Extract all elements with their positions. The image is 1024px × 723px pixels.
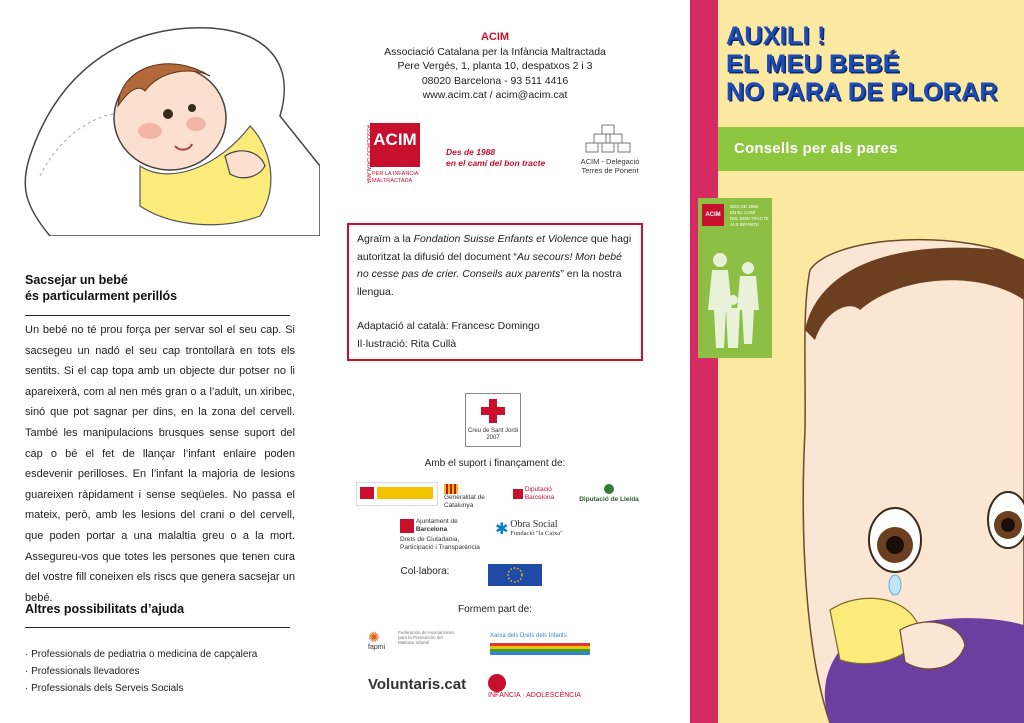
stars-ring-icon xyxy=(488,564,542,586)
divider xyxy=(25,315,290,316)
collabora-label: Col·labora: xyxy=(400,566,450,577)
acim-logo xyxy=(358,123,420,185)
generalitat-logo xyxy=(444,484,504,510)
diputacio-bcn-line-1: Diputació xyxy=(524,486,552,493)
delegacio-line-1: ACIM - Delegació xyxy=(580,157,640,166)
middle-panel xyxy=(340,0,690,723)
ajuntament-line-2: Barcelona xyxy=(415,526,448,533)
org-address: Pere Vergés, 1, planta 10, despatxos 2 i 3 xyxy=(397,60,593,72)
section-title-line-2: és particularment perillós xyxy=(25,289,178,303)
fapmi-desc: Federación de Asociaciones para la Prevención del Maltrato Infantil xyxy=(398,630,455,645)
adaptation-credit: Adaptació al català: Francesc Domingo xyxy=(357,320,540,332)
cover-subtitle: Consells per als pares xyxy=(734,140,898,157)
ajuntament-barcelona-logo xyxy=(400,518,480,552)
obra-social-logo xyxy=(495,521,595,538)
org-web-email[interactable]: www.acim.cat / acim@acim.cat xyxy=(422,89,568,101)
blocks-icon xyxy=(584,123,636,155)
illustration-credit: Il·lustració: Rita Cullà xyxy=(357,337,457,350)
diputacio-bcn-line-2: Barcelona xyxy=(524,494,555,501)
slogan-line-1: Des de 1988 xyxy=(446,147,496,157)
creu-sant-jordi-badge xyxy=(465,393,521,447)
card-text-4: ALS INFANTS xyxy=(730,222,759,227)
section-title-help: Altres possibilitats d’ajuda xyxy=(25,602,185,616)
cover-title-line-2: EL MEU BEBÉ xyxy=(726,50,900,78)
voluntaris-logo: Voluntaris.cat xyxy=(368,676,467,693)
gobierno-logo xyxy=(356,482,438,506)
cover-title-line-3: NO PARA DE PLORAR xyxy=(726,78,998,106)
delegacio-logo xyxy=(568,123,652,175)
xarxa-label: Xarxa dels Drets dels Infants xyxy=(490,633,567,639)
ack-foundation: Fondation Suisse Enfants et Violence xyxy=(413,233,588,245)
list-item: · Professionals de pediatria o medicina de capçalera xyxy=(25,649,258,660)
org-name: ACIM xyxy=(480,31,510,43)
diputacio-lleida-label: Diputació de Lleida xyxy=(579,496,639,503)
org-full-name: Associació Catalana per la Infància Maltractada xyxy=(384,45,606,58)
divider xyxy=(25,627,290,628)
taula-label: INFÀNCIA · ADOLESCÈNCIA xyxy=(488,692,581,699)
list-item: · Professionals llevadores xyxy=(25,666,140,677)
ack-pre: Agraïm a la xyxy=(357,233,414,245)
baby-illustration xyxy=(20,6,320,236)
obra-social-line-1: Obra Social xyxy=(510,519,558,530)
drets-line-1: Drets de Ciutadania, xyxy=(400,536,460,543)
fapmi-logo xyxy=(368,629,455,652)
organization-contact xyxy=(340,30,650,103)
shaking-paragraph: Un bebé no té prou força per servar sol el seu cap. Si sacsegeu un nadó el seu cap trontollarà en tots els sentits. Si el cap topa amb un objecte dur potser no li apareixerà, com al nen més gran o a l’adult, un xiribec, sinó que pot sagnar per dins, en la zona del cervell. També les manipulacions brusques sense suport del cap o bé el fet de llançar l’infant enlaire poden esdevenir perilloses. En l’infant la majoria de lesions guareixen ràpidament i sense seqüeles. No passa el mateix, però, amb les lesions del crani o del cervell, que poden portar a una malaltia greu o a la mort. Assegureu-vos que totes les persones que tenen cura del vostre fill coneixen els riscs que genera sacsejar un bebé. xyxy=(25,324,295,604)
acim-logo-bottom-2: MALTRACTADA xyxy=(372,178,413,184)
red-cross-icon xyxy=(479,397,507,425)
cover-title-line-1: AUXILI ! xyxy=(726,22,826,50)
star-icon: ✱ xyxy=(495,520,509,538)
acknowledgement-box xyxy=(347,223,643,361)
acim-logo-text: ACIM xyxy=(373,130,417,149)
help-list xyxy=(25,646,315,697)
card-text-1: DES DE 1988 xyxy=(730,204,759,209)
ack-post: ” en la nostra llengua. xyxy=(357,268,622,298)
drets-line-2: Participació i Transparència xyxy=(400,544,480,551)
list-item: · Professionals dels Serveis Socials xyxy=(25,683,184,694)
support-label: Amb el suport i finançament de: xyxy=(424,458,566,469)
xarxa-drets-logo xyxy=(490,632,590,655)
ack-document-title: Au secours! Mon bebé no cesse pas de crier. Conseils aux parents xyxy=(357,250,622,280)
council-europe-logo xyxy=(488,564,542,586)
creu-year: 2007 xyxy=(486,435,500,441)
diputacio-lleida-logo xyxy=(568,484,650,504)
figure-icon: ✺ xyxy=(368,629,380,645)
logo-row xyxy=(358,123,658,189)
acknowledgement-text xyxy=(357,231,633,301)
generalitat-label: Generalitat de Catalunya xyxy=(444,494,485,509)
card-text-2: EN EL CAMÍ xyxy=(730,210,756,215)
acim-logo-side-text: ASSOCIACIÓ CATALANA xyxy=(365,125,371,184)
creu-label: Creu de Sant Jordi xyxy=(467,428,519,434)
ack-mid: que hagi autoritzat la difusió del document “ xyxy=(357,233,632,263)
cover-title xyxy=(726,22,1024,106)
section-title-line-1: Sacsejar un bebé xyxy=(25,273,128,287)
left-panel xyxy=(0,0,340,723)
card-text-3: DEL BON TRACTE xyxy=(730,216,769,221)
obra-social-line-2: Fundació "la Caixa" xyxy=(510,530,563,537)
cover-panel xyxy=(690,0,1024,723)
delegacio-line-2: Terres de Ponent xyxy=(581,166,639,175)
formem-label: Formem part de: xyxy=(458,604,532,615)
ajuntament-line-1: Ajuntament de xyxy=(415,518,458,525)
fapmi-label: fapmi xyxy=(368,644,386,651)
card-text xyxy=(730,204,770,228)
slogan-line-2: en el camí del bon tracte xyxy=(446,158,546,168)
org-city-phone: 08020 Barcelona - 93 511 4416 xyxy=(421,74,569,87)
taula-infancia-logo xyxy=(488,674,598,701)
slogan xyxy=(446,147,545,169)
section-title-shaking xyxy=(25,272,177,304)
diputacio-barcelona-logo xyxy=(513,486,575,502)
acim-logo-bottom-1: PER LA INFÀNCIA xyxy=(372,171,419,177)
crying-baby-illustration xyxy=(710,230,1024,723)
card-logo: ACIM xyxy=(702,204,724,226)
